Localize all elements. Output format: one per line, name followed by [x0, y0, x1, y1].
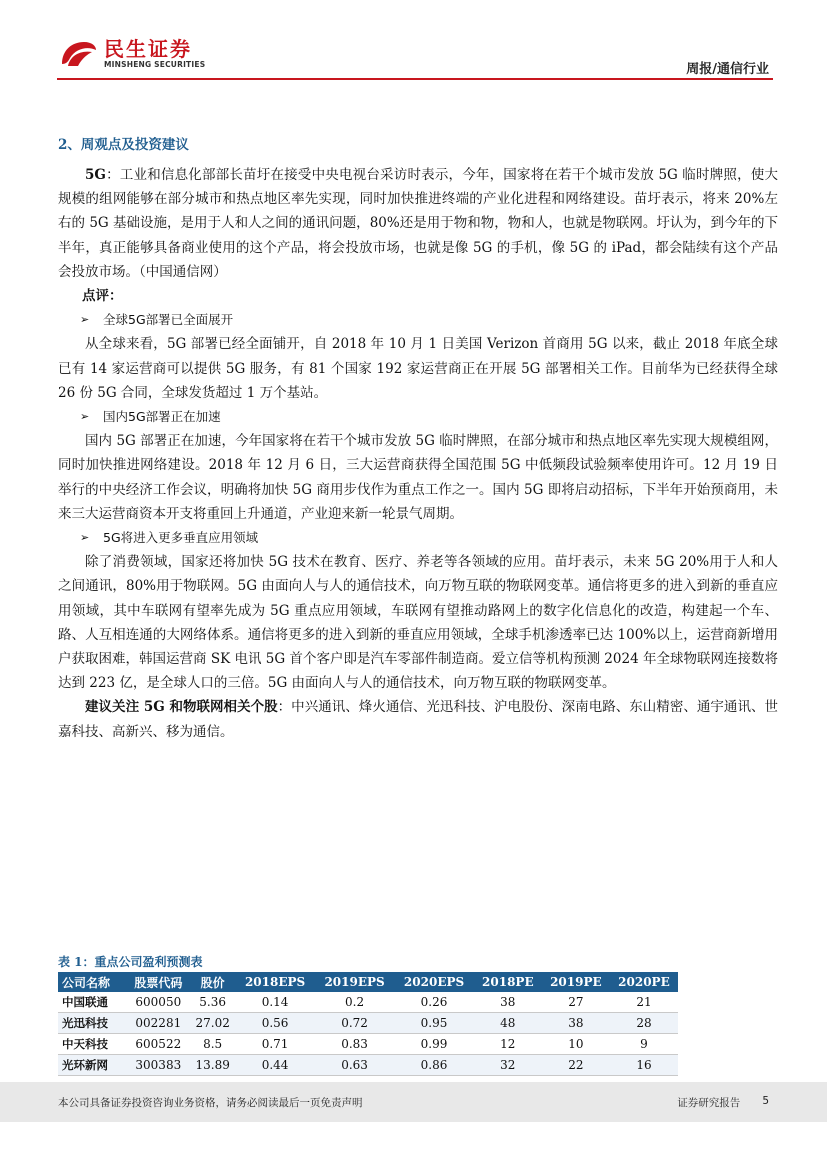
- table-cell: 002281: [127, 1013, 190, 1034]
- table-cell: 0.86: [394, 1055, 473, 1076]
- footer-disclaimer: 本公司具备证券投资咨询业务资格，请务必阅读最后一页免责声明: [58, 1097, 363, 1109]
- column-header: 股票代码: [127, 972, 190, 992]
- table-cell: 600050: [127, 992, 190, 1013]
- table-row: [58, 1034, 678, 1055]
- column-header: 公司名称: [58, 972, 127, 992]
- bullet-heading-text: 5G将进入更多垂直应用领域: [103, 530, 259, 546]
- logo-chinese-text: 民生证券: [104, 37, 192, 61]
- report-type-label: 周报/通信行业: [686, 62, 769, 77]
- recommendation-text: ：中兴通讯、烽火通信、光迅科技、沪电股份、深南电路、东山精密、通宇通讯、世嘉科技、高新兴、移为通信。: [58, 699, 778, 740]
- arrow-bullet-icon: ➢: [80, 410, 90, 424]
- footer-report-label: 证券研究报告: [677, 1097, 741, 1109]
- table-cell: 28: [610, 1013, 678, 1034]
- table-cell: 0.63: [315, 1055, 394, 1076]
- table-cell: 0.14: [235, 992, 314, 1013]
- header-divider: [57, 78, 773, 80]
- bullet-heading: [58, 308, 778, 332]
- article-body: [58, 163, 778, 744]
- bullet-paragraph: 从全球来看，5G 部署已经全面铺开，自 2018 年 10 月 1 日美国 Verizon 首商用 5G 以来，截止 2018 年底全球已有 14 家运营商可以提供 5G 服务，有 81 个国家 192 家运营商正在开展 5G 部署相关工作。目前华为已经获得全球 26 份 5G 合同，全球发货超过 1 万个基站。: [58, 336, 778, 401]
- comment-label: 点评：: [82, 288, 123, 305]
- table-cell: 300383: [127, 1055, 190, 1076]
- table-cell: 0.72: [315, 1013, 394, 1034]
- column-header: 2020EPS: [394, 972, 473, 992]
- bullet-paragraph: 除了消费领域，国家还将加快 5G 技术在教育、医疗、养老等各领域的应用。苗圩表示，未来 5G 20%用于人和人之间通讯，80%用于物联网。5G 由面向人与人的通信技术，向万物互联的物联网变革。通信将更多的进入到新的垂直应用领域，其中车联网有望率先成为 5G 重点应用领域，车联网有望推动路网上的数字化信息化的改造，构建起一个车、路、人互相连通的大网络体系。通信将更多的进入到新的垂直应用领域，全球手机渗透率已达 100%以上，运营商新增用户获取困难，韩国运营商 SK 电讯 5G 首个客户即是汽车零部件制造商。爱立信等机构预测 2024 年全球物联网连接数将达到 223 亿，是全球人口的三倍。5G 由面向人与人的通信技术，向万物互联的物联网变革。: [58, 554, 778, 692]
- table-cell: 中国联通: [58, 992, 127, 1013]
- table-row: [58, 992, 678, 1013]
- table-cell: 0.83: [315, 1034, 394, 1055]
- column-header: 2018PE: [474, 972, 542, 992]
- column-header: 2018EPS: [235, 972, 314, 992]
- table-cell: 0.56: [235, 1013, 314, 1034]
- section-title: 2、周观点及投资建议: [58, 137, 189, 153]
- recommendation-paragraph: [58, 695, 778, 743]
- company-logo: [58, 38, 205, 70]
- table-cell: 38: [474, 992, 542, 1013]
- table-cell: 0.2: [315, 992, 394, 1013]
- intro-lead: 5G: [85, 167, 106, 183]
- column-header: 股价: [190, 972, 235, 992]
- arrow-bullet-icon: ➢: [80, 313, 90, 327]
- table-cell: 22: [542, 1055, 610, 1076]
- table-cell: 12: [474, 1034, 542, 1055]
- table-cell: 32: [474, 1055, 542, 1076]
- table-cell: 0.95: [394, 1013, 473, 1034]
- table-cell: 0.26: [394, 992, 473, 1013]
- table-cell: 27.02: [190, 1013, 235, 1034]
- bullet-heading-text: 国内5G部署正在加速: [103, 409, 221, 425]
- table-cell: 600522: [127, 1034, 190, 1055]
- page-footer: [0, 1082, 827, 1122]
- table-cell: 光环新网: [58, 1055, 127, 1076]
- table-cell: 光迅科技: [58, 1013, 127, 1034]
- intro-paragraph: [58, 163, 778, 284]
- bullet-heading-text: 全球5G部署已全面展开: [103, 312, 234, 328]
- table-cell: 38: [542, 1013, 610, 1034]
- table-cell: 8.5: [190, 1034, 235, 1055]
- bullet-heading: [58, 526, 778, 550]
- logo-english-text: MINSHENG SECURITIES: [104, 60, 206, 69]
- table-cell: 27: [542, 992, 610, 1013]
- table-cell: 16: [610, 1055, 678, 1076]
- column-header: 2020PE: [610, 972, 678, 992]
- table-row: [58, 1013, 678, 1034]
- arrow-bullet-icon: ➢: [80, 531, 90, 545]
- column-header: 2019EPS: [315, 972, 394, 992]
- column-header: 2019PE: [542, 972, 610, 992]
- table-header-row: [58, 972, 678, 992]
- table-cell: 9: [610, 1034, 678, 1055]
- table-cell: 21: [610, 992, 678, 1013]
- table-cell: 13.89: [190, 1055, 235, 1076]
- recommendation-lead: 建议关注 5G 和物联网相关个股: [85, 699, 278, 716]
- table-cell: 中天科技: [58, 1034, 127, 1055]
- table-cell: 48: [474, 1013, 542, 1034]
- bullet-paragraph: 国内 5G 部署正在加速，今年国家将在若干个城市发放 5G 临时牌照，在部分城市和热点地区率先实现大规模组网，同时加快推进网络建设。2018 年 12 月 6 日，三大运营商获得全国范围 5G 中低频段试验频率使用许可。12 月 19 日举行的中央经济工作会议，明确将加快 5G 商用步伐作为重点工作之一。国内 5G 即将启动招标，下半年开始预商用，未来三大运营商资本开支将重回上升通道，产业迎来新一轮景气周期。: [58, 433, 778, 522]
- minsheng-logo-icon: [58, 38, 98, 70]
- table-row: [58, 1055, 678, 1076]
- table-cell: 0.71: [235, 1034, 314, 1055]
- table-cell: 0.44: [235, 1055, 314, 1076]
- intro-text: ：工业和信息化部部长苗圩在接受中央电视台采访时表示，今年，国家将在若干个城市发放 5G 临时牌照，使大规模的组网能够在部分城市和热点地区率先实现，同时加快推进终端的产业化进程和网络建设。苗圩表示，将来 20%左右的 5G 基础设施，是用于人和人之间的通讯问题，80%还是用于物和物，物和人，也就是物联网。圩认为，到今年的下半年，真正能够具备商业使用的这个产品，将会投放市场，也就是像 5G 的手机，像 5G 的 iPad，都会陆续有这个产品会投放市场。（中国通信网）: [58, 167, 778, 280]
- page-header: [0, 0, 827, 80]
- table-title: 表 1：重点公司盈利预测表: [58, 955, 203, 969]
- earnings-forecast-table: [58, 972, 678, 1076]
- page-number: 5: [762, 1095, 769, 1107]
- table-cell: 10: [542, 1034, 610, 1055]
- table-cell: 5.36: [190, 992, 235, 1013]
- table-cell: 0.99: [394, 1034, 473, 1055]
- bullet-heading: [58, 405, 778, 429]
